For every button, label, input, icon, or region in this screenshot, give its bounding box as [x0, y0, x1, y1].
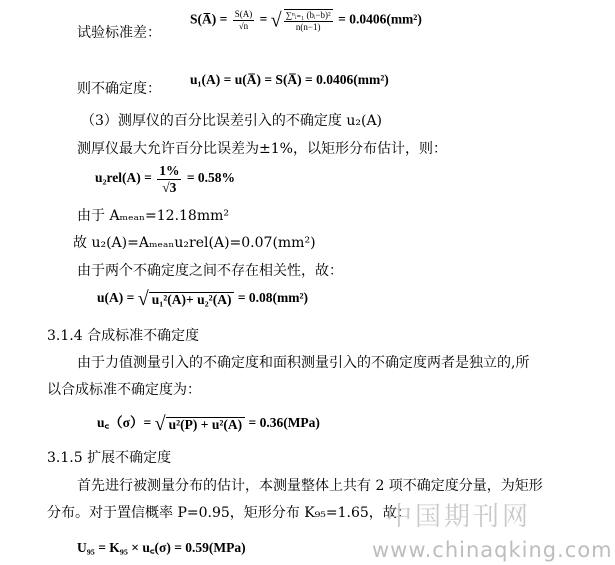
eq3-result: = 0.58%: [186, 170, 236, 186]
equation-u2rel: [95, 164, 235, 194]
eq1-frac1-denominator: √n: [238, 21, 249, 31]
para-3-1-4-line-1: 由于力值测量引入的不确定度和面积测量引入的不确定度两者是独立的,所: [77, 355, 530, 371]
equation-combined-area: [97, 289, 308, 309]
equation-u1: u₁(A) = u(A̅) = S(A̅) = 0.0406(mm²): [190, 72, 389, 87]
para-3-1-4-line-2: 以合成标准不确定度为：: [47, 382, 201, 398]
watermark-url: www.chinaqking.com: [372, 538, 613, 562]
item3-title: （3）测厚仪的百分比误差引入的不确定度 u₂(A): [81, 113, 383, 129]
eq3-lhs: u₂rel(A) =: [95, 170, 152, 186]
equation-combined-uc: [97, 414, 320, 434]
no-correlation-text: 由于两个不确定度之间不存在相关性，故：: [77, 263, 343, 279]
eq1-result: = 0.0406(mm²): [338, 11, 422, 27]
eq3-numerator: 1%: [159, 163, 180, 178]
eq1-lhs: S(A̅) =: [190, 11, 228, 27]
eq5-radicand: u²(P) + u²(A): [166, 417, 246, 432]
eq3-denominator: √3: [162, 179, 177, 195]
watermark-site-name: 中国期刊网: [386, 502, 532, 532]
test-std-label: 试验标准差：: [77, 25, 161, 41]
radical-icon: √: [154, 413, 166, 435]
eq3-fraction: [157, 164, 181, 194]
eq1-equals: =: [259, 11, 268, 27]
eq1-fraction-2: [284, 9, 333, 32]
section-3-1-4-heading: 3.1.4 合成标准不确定度: [47, 328, 200, 344]
given-area: 由于 Aₘₑₐₙ=12.18mm²: [77, 208, 229, 224]
eq4-result: = 0.08(mm²): [237, 290, 309, 306]
uncertainty-label: 则不确定度：: [77, 81, 161, 97]
eq4-radicand: u₁²(A)+ u₂²(A): [149, 292, 235, 307]
eq1-frac2-numerator: ∑ⁿᵢ₌₁ (bᵢ−b)²: [285, 10, 331, 20]
eq1-fraction-1: [233, 10, 255, 31]
eq1-frac1-numerator: S(A): [234, 9, 253, 19]
item3-text: 测厚仪最大允许百分比误差为±1%，以矩形分布估计，则：: [77, 141, 447, 157]
eq5-lhs: u꜀（σ）=: [97, 415, 152, 431]
radical-icon: √: [270, 9, 282, 32]
para-3-1-5-line-1: 首先进行被测量分布的估计，本测量整体上共有 2 项不确定度分量，为矩形: [77, 478, 543, 494]
radical-icon: √: [137, 288, 149, 310]
eq1-frac2-denominator: n(n−1): [295, 22, 321, 32]
section-3-1-5-heading: 3.1.5 扩展不确定度: [47, 450, 172, 466]
equation-expanded-uncertainty: U₉₅ = K₉₅ × u꜀(σ) = 0.59(MPa): [77, 540, 246, 555]
eq5-result: = 0.36(MPa): [248, 415, 320, 431]
para-3-1-5-line-2: 分布。对于置信概率 P=0.95，矩形分布 K₉₅=1.65，故：: [47, 505, 411, 521]
equation-sample-std: [190, 9, 422, 32]
eq4-lhs: u(A) =: [97, 290, 135, 306]
therefore-u2: 故 u₂(A)=Aₘₑₐₙu₂rel(A)=0.07(mm²): [73, 235, 316, 251]
